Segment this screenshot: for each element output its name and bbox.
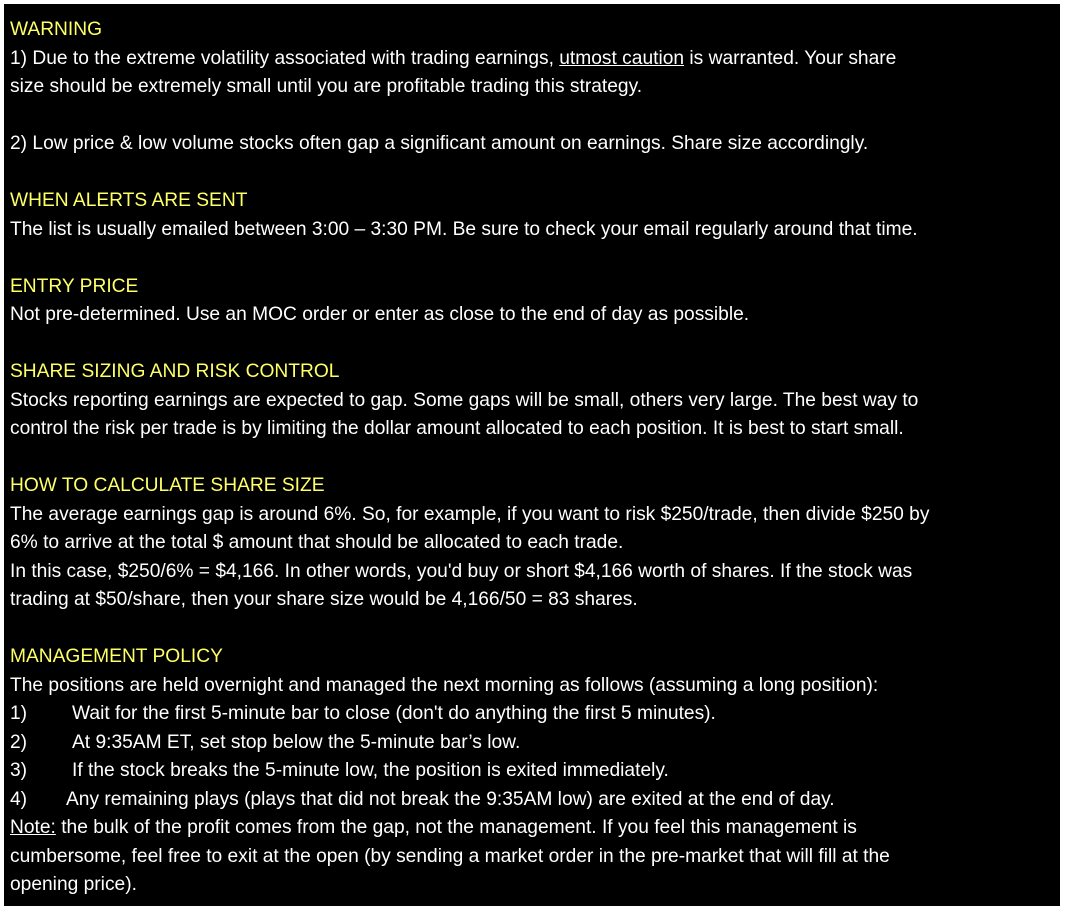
entry-heading: ENTRY PRICE xyxy=(10,275,139,297)
warning-item-1-pre: 1) Due to the extreme volatility associated with trading earnings, xyxy=(10,47,560,69)
calculate-line-4: trading at $50/share, then your share size would be 4,166/50 = 83 shares. xyxy=(10,589,638,610)
step-number: 1) xyxy=(10,703,28,724)
management-intro: The positions are held overnight and managed the next morning as follows (assuming a long position): xyxy=(10,674,879,696)
step-number: 4) xyxy=(10,788,28,810)
calculate-heading: HOW TO CALCULATE SHARE SIZE xyxy=(10,475,325,496)
management-step xyxy=(10,786,1054,815)
step-text: Wait for the first 5-minute bar to close (don't do anything the first 5 minutes). xyxy=(72,703,716,724)
document-panel xyxy=(4,4,1060,906)
management-section xyxy=(10,643,1054,900)
note-text: the bulk of the profit comes from the gap, not the management. If you feel this management is xyxy=(55,817,857,838)
management-note xyxy=(10,814,1054,843)
sizing-section xyxy=(10,358,1054,444)
entry-text: Not pre-determined. Use an MOC order or enter as close to the end of day as possible. xyxy=(10,304,750,325)
calculate-line-2: 6% to arrive at the total $ amount that should be allocated to each trade. xyxy=(10,532,624,553)
sizing-heading: SHARE SIZING AND RISK CONTROL xyxy=(10,361,340,382)
management-step xyxy=(10,757,1054,786)
sizing-line-2: control the risk per trade is by limiting the dollar amount allocated to each position. It is best to start small. xyxy=(10,418,904,439)
warning-section xyxy=(10,16,1054,159)
step-text: At 9:35AM ET, set stop below the 5-minute bar’s low. xyxy=(72,731,521,753)
step-text: Any remaining plays (plays that did not break the 9:35AM low) are exited at the end of day. xyxy=(66,788,835,810)
alerts-section xyxy=(10,187,1054,244)
calculate-line-1: The average earnings gap is around 6%. So, for example, if you want to risk $250/trade, then divide $250 by xyxy=(10,503,930,525)
warning-item-1 xyxy=(10,45,1054,74)
warning-heading: WARNING xyxy=(10,19,103,40)
management-step xyxy=(10,700,1054,729)
entry-section xyxy=(10,273,1054,330)
management-heading: MANAGEMENT POLICY xyxy=(10,646,223,667)
sizing-line-1: Stocks reporting earnings are expected to gap. Some gaps will be small, others very large. The best way to xyxy=(10,389,919,411)
calculate-section xyxy=(10,472,1054,615)
step-number: 3) xyxy=(10,760,28,781)
note-label: Note: xyxy=(10,817,56,838)
step-number: 2) xyxy=(10,731,28,753)
management-note-line-3: opening price). xyxy=(10,874,137,895)
warning-item-1-post: is warranted. Your share xyxy=(684,47,897,69)
management-step xyxy=(10,729,1054,758)
management-note-line-2: cumbersome, feel free to exit at the open (by sending a market order in the pre-market that will fill at the xyxy=(10,845,890,867)
warning-item-2: 2) Low price & low volume stocks often gap a significant amount on earnings. Share size accordingly. xyxy=(10,133,869,154)
alerts-text: The list is usually emailed between 3:00 – 3:30 PM. Be sure to check your email regularly around that time. xyxy=(10,218,918,240)
calculate-line-3: In this case, $250/6% = $4,166. In other words, you'd buy or short $4,166 worth of shares. If the stock was xyxy=(10,560,913,582)
utmost-caution-emphasis: utmost caution xyxy=(559,47,685,69)
warning-item-1-continued: size should be extremely small until you are profitable trading this strategy. xyxy=(10,76,643,97)
step-text: If the stock breaks the 5-minute low, the position is exited immediately. xyxy=(72,760,669,781)
alerts-heading: WHEN ALERTS ARE SENT xyxy=(10,190,248,211)
